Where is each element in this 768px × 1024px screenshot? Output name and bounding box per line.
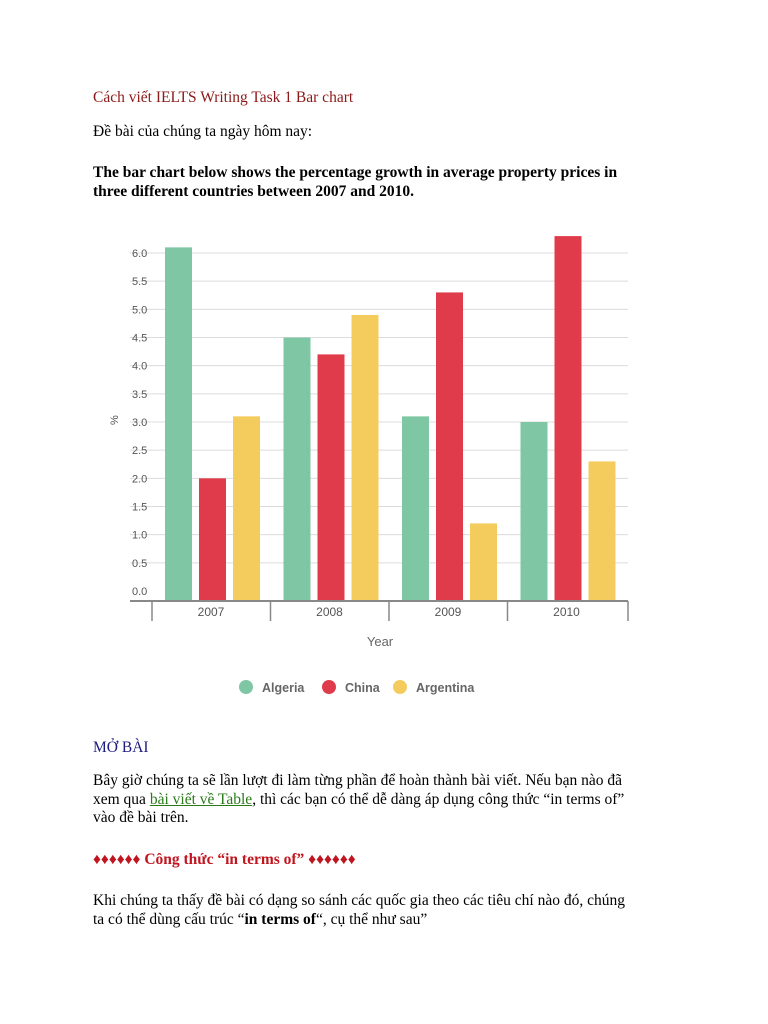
x-axis-label: Year xyxy=(366,634,394,649)
paragraph-1-line-1: Bây giờ chúng ta sẽ lần lượt đi làm từng phần để hoàn thành bài viết. Nếu bạn nào đã xyxy=(93,772,623,789)
table-article-link[interactable]: bài viết về Table xyxy=(149,791,253,808)
paragraph-2-text: ta có thể dùng cấu trúc “ xyxy=(93,911,245,928)
task-line-1: The bar chart below shows the percentage growth in average property prices in xyxy=(93,164,618,181)
x-tick-label: 2010 xyxy=(553,605,580,619)
y-tick-label: 6.0 xyxy=(132,248,148,260)
x-tick-label: 2009 xyxy=(434,605,462,619)
bar-china-2007 xyxy=(199,478,226,601)
y-tick-label: 0.0 xyxy=(132,586,148,598)
bar-argentina-2010 xyxy=(589,461,616,601)
paragraph-1-line-3: vào đề bài trên. xyxy=(93,809,189,826)
x-tick-label: 2008 xyxy=(316,605,343,619)
article-heading: Cách viết IELTS Writing Task 1 Bar chart xyxy=(93,89,354,106)
y-tick-label: 2.0 xyxy=(132,473,148,486)
paragraph-2-text-after: “, cụ thể như sau” xyxy=(315,911,428,928)
legend-swatch-argentina xyxy=(393,680,407,694)
x-tick-label: 2007 xyxy=(197,605,225,619)
bar-algeria-2010 xyxy=(521,422,548,601)
y-tick-label: 2.5 xyxy=(132,445,148,458)
bar-china-2008 xyxy=(318,354,345,601)
legend-label-argentina: Argentina xyxy=(416,681,475,695)
formula-title: ♦♦♦♦♦♦ Công thức “in terms of” ♦♦♦♦♦♦ xyxy=(93,851,356,868)
y-tick-label: 1.0 xyxy=(132,529,148,542)
legend-label-algeria: Algeria xyxy=(262,681,305,695)
legend-swatch-algeria xyxy=(239,680,253,694)
section-title: MỞ BÀI xyxy=(93,739,149,756)
chart-legend xyxy=(239,680,475,695)
y-tick-label: 1.5 xyxy=(132,501,148,514)
y-tick-label: 0.5 xyxy=(132,557,148,570)
y-tick-label: 4.0 xyxy=(132,360,148,373)
paragraph-2-line-1: Khi chúng ta thấy đề bài có dạng so sánh các quốc gia theo các tiêu chí nào đó, chúng xyxy=(93,892,625,909)
y-tick-label: 3.5 xyxy=(132,388,148,401)
bar-chart xyxy=(100,225,640,705)
bar-argentina-2009 xyxy=(470,523,497,601)
bar-argentina-2008 xyxy=(352,315,379,601)
task-line-2: three different countries between 2007 and 2010. xyxy=(93,183,415,200)
bar-argentina-2007 xyxy=(233,416,260,601)
y-tick-label: 5.5 xyxy=(132,276,148,289)
legend-swatch-china xyxy=(322,680,336,694)
paragraph-2-line-2 xyxy=(93,910,427,929)
bar-china-2010 xyxy=(555,236,582,601)
legend-label-china: China xyxy=(345,681,380,695)
y-tick-label: 5.0 xyxy=(132,304,148,317)
y-axis-label: % xyxy=(109,415,121,425)
bar-china-2009 xyxy=(436,292,463,601)
chart-bars xyxy=(165,236,616,601)
intro-text: Đề bài của chúng ta ngày hôm nay: xyxy=(93,123,313,140)
y-tick-label: 4.5 xyxy=(132,332,148,345)
bar-algeria-2009 xyxy=(402,416,429,601)
paragraph-1-line-2 xyxy=(93,790,624,809)
bar-algeria-2007 xyxy=(165,247,192,601)
bar-algeria-2008 xyxy=(284,338,311,602)
in-terms-of-bold: in terms of xyxy=(244,911,316,928)
paragraph-1-text-after: , thì các bạn có thể dễ dàng áp dụng công thức “in terms of” xyxy=(252,791,625,808)
paragraph-1-text: xem qua xyxy=(93,791,150,808)
y-tick-label: 3.0 xyxy=(132,417,148,429)
